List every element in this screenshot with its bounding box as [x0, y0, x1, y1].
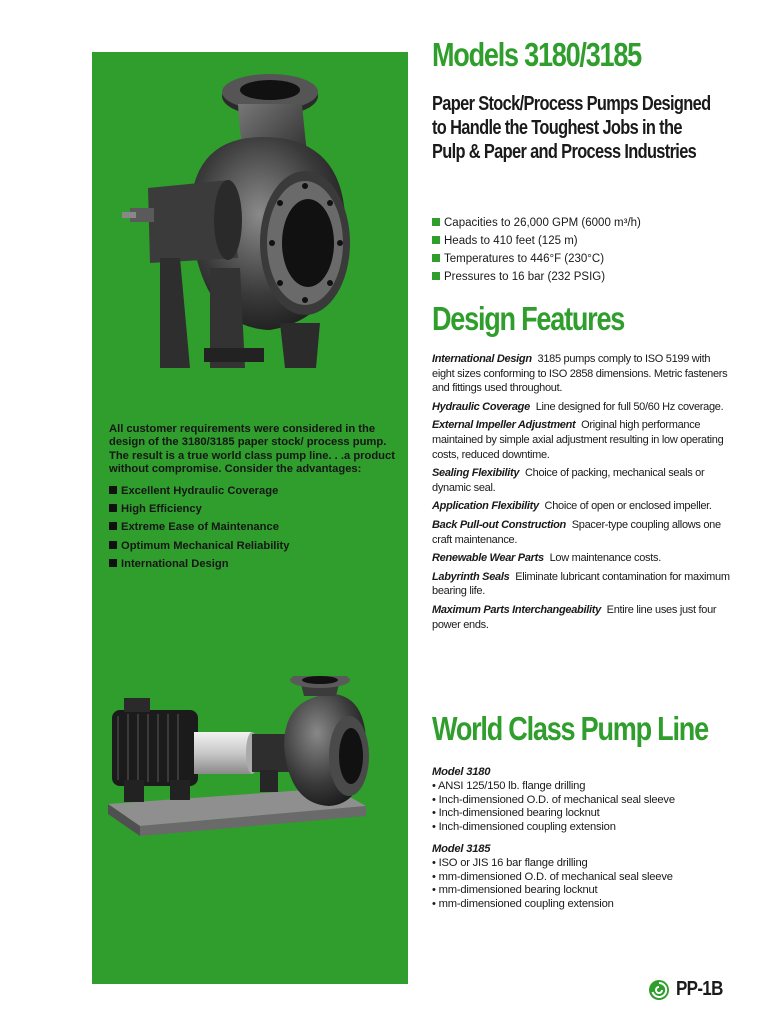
feature-item: Renewable Wear Parts Low maintenance costs. [432, 552, 661, 565]
advantage-item: Extreme Ease of Maintenance [109, 521, 401, 534]
feature-item: Sealing Flexibility Choice of packing, mechanical seals or dynamic seal. [432, 467, 705, 494]
green-square-icon [432, 272, 440, 280]
feature-item: External Impeller Adjustment Original high performance maintained by simple axial adjustment resulting in low operating costs, reduced downtime. [432, 419, 724, 461]
company-logo-icon [648, 979, 670, 1001]
pump-photo-3185 [104, 676, 376, 840]
list-item: • Inch-dimensioned coupling extension [432, 821, 752, 835]
footer [648, 978, 731, 1001]
advantages-list [109, 485, 401, 572]
list-item: • mm-dimensioned bearing locknut [432, 884, 752, 898]
document-code: PP-1B [676, 978, 723, 1000]
list-item: • ANSI 125/150 lb. flange drilling [432, 780, 752, 794]
left-intro: All customer requirements were considered in the design of the 3180/3185 paper stock/ process pump. The result is a true world class pump line. . .a product without compromise. Consider the advantages: [109, 423, 395, 476]
specs-list [432, 214, 641, 286]
design-features-heading: Design Features [432, 300, 625, 337]
green-square-icon [432, 218, 440, 226]
green-square-icon [432, 236, 440, 244]
list-item: • Inch-dimensioned O.D. of mechanical seal sleeve [432, 794, 752, 808]
page-subtitle: Paper Stock/Process Pumps Designed to Handle the Toughest Jobs in the Pulp & Paper and Process Industries [432, 93, 711, 163]
list-item: • mm-dimensioned coupling extension [432, 898, 752, 912]
bullet-square-icon [109, 522, 117, 530]
model-3180-list [432, 780, 752, 835]
bullet-square-icon [109, 541, 117, 549]
feature-item: Labyrinth Seals Eliminate lubricant contamination for maximum bearing life. [432, 570, 730, 598]
green-square-icon [432, 254, 440, 262]
list-item: • ISO or JIS 16 bar flange drilling [432, 857, 752, 871]
bullet-square-icon [109, 504, 117, 512]
list-item: • Inch-dimensioned bearing locknut [432, 807, 752, 821]
world-class-heading: World Class Pump Line [432, 710, 708, 747]
page-title: Models 3180/3185 [432, 36, 641, 73]
spec-item: Temperatures to 446°F (230°C) [432, 250, 641, 268]
advantage-item: High Efficiency [109, 503, 401, 516]
spec-item: Capacities to 26,000 GPM (6000 m³/h) [432, 214, 641, 232]
bullet-square-icon [109, 486, 117, 494]
pump-photo-3180 [120, 68, 370, 388]
spec-item: Pressures to 16 bar (232 PSIG) [432, 268, 641, 286]
bullet-square-icon [109, 559, 117, 567]
model-3185-heading: Model 3185 [432, 842, 491, 855]
feature-item: Back Pull-out Construction Spacer-type coupling allows one craft maintenance. [432, 518, 721, 546]
spec-item: Heads to 410 feet (125 m) [432, 232, 641, 250]
feature-item: Maximum Parts Interchangeability Entire line uses just four power ends. [432, 603, 717, 631]
design-features-list [432, 352, 732, 636]
models-section [432, 766, 752, 920]
model-3180-heading: Model 3180 [432, 766, 491, 778]
advantage-item: Excellent Hydraulic Coverage [109, 485, 401, 498]
model-3185-list [432, 857, 752, 912]
advantage-item: International Design [109, 558, 401, 571]
left-panel-text [109, 423, 401, 577]
list-item: • mm-dimensioned O.D. of mechanical seal sleeve [432, 871, 752, 885]
feature-item: International Design 3185 pumps comply to ISO 5199 with eight sizes conforming to ISO 2858 dimensions. Metric fasteners and fittings used throughout. [432, 353, 728, 395]
feature-item: Application Flexibility Choice of open or enclosed impeller. [432, 500, 712, 513]
feature-item: Hydraulic Coverage Line designed for full 50/60 Hz coverage. [432, 400, 724, 413]
advantage-item: Optimum Mechanical Reliability [109, 540, 401, 553]
